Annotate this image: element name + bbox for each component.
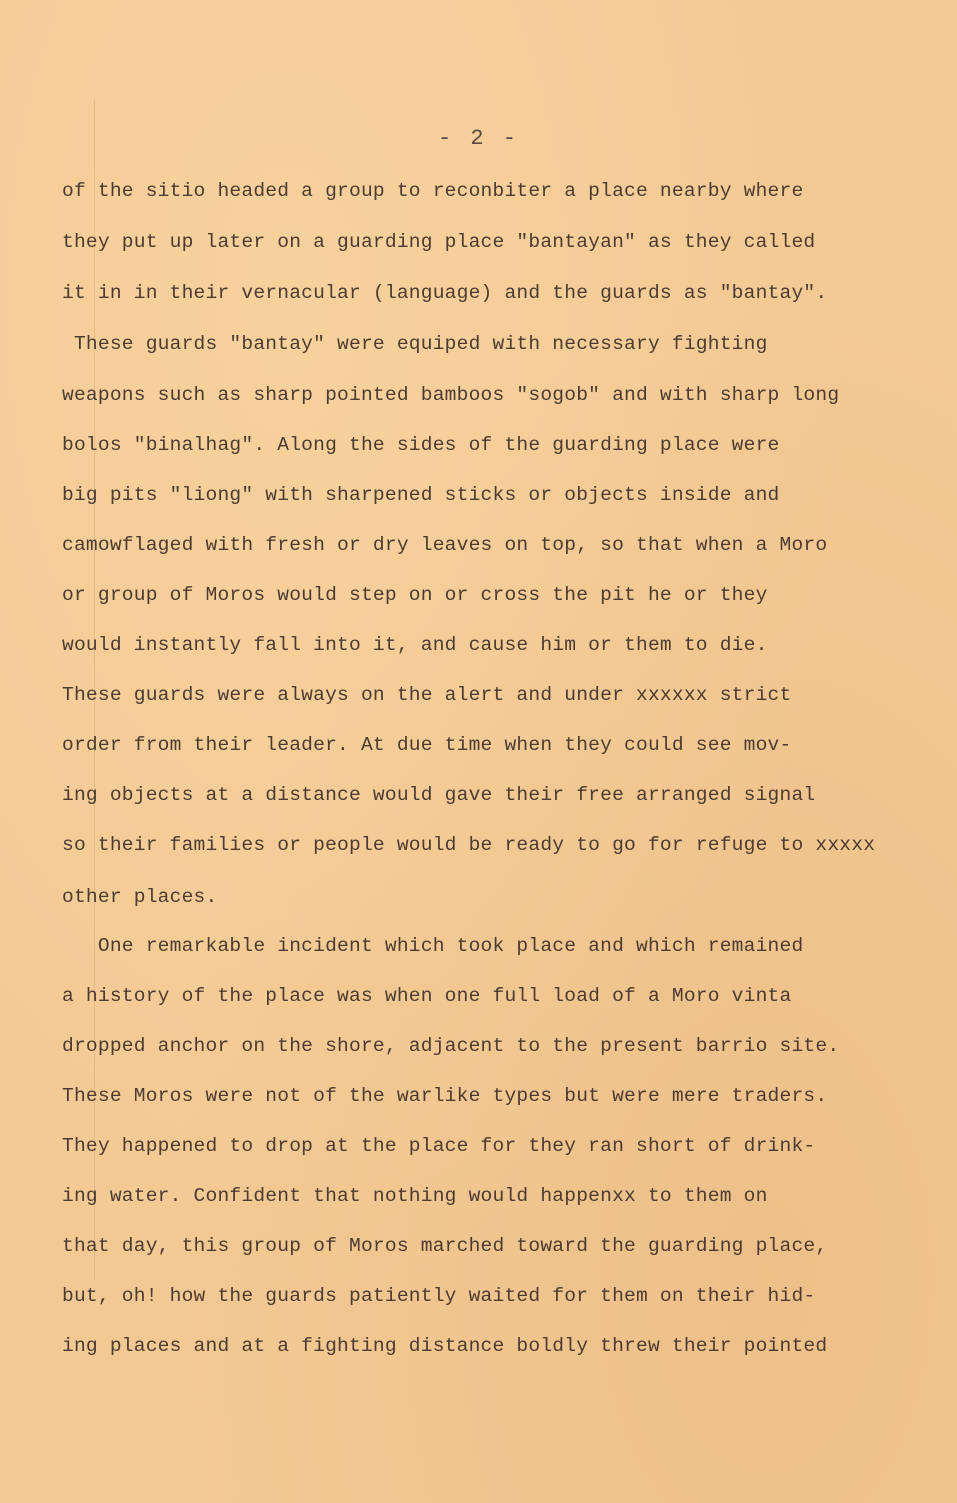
text-line: camowflaged with fresh or dry leaves on top, so that when a Moro: [62, 534, 828, 556]
text-line: that day, this group of Moros marched toward the guarding place,: [62, 1235, 828, 1257]
text-line: or group of Moros would step on or cross the pit he or they: [62, 584, 768, 606]
text-line: they put up later on a guarding place "bantayan" as they called: [62, 231, 816, 253]
text-line: They happened to drop at the place for they ran short of drink-: [62, 1135, 816, 1157]
page-number: - 2 -: [437, 126, 519, 151]
text-line: These Moros were not of the warlike types but were mere traders.: [62, 1085, 828, 1107]
text-line: would instantly fall into it, and cause him or them to die.: [62, 634, 768, 656]
text-line: so their families or people would be ready to go for refuge to xxxxx: [62, 834, 876, 856]
text-line: a history of the place was when one full load of a Moro vinta: [62, 985, 792, 1007]
text-line: ing objects at a distance would gave their free arranged signal: [62, 784, 816, 806]
text-line: weapons such as sharp pointed bamboos "sogob" and with sharp long: [62, 384, 840, 406]
text-line: These guards were always on the alert and under xxxxxx strict: [62, 684, 792, 706]
text-line: These guards "bantay" were equiped with necessary fighting: [62, 333, 768, 355]
text-line: ing places and at a fighting distance boldly threw their pointed: [62, 1335, 828, 1357]
text-line: it in in their vernacular (language) and the guards as "bantay".: [62, 282, 828, 304]
text-line: One remarkable incident which took place and which remained: [62, 935, 804, 957]
text-line: other places.: [62, 886, 218, 908]
text-line: but, oh! how the guards patiently waited for them on their hid-: [62, 1285, 816, 1307]
text-line: dropped anchor on the shore, adjacent to the present barrio site.: [62, 1035, 840, 1057]
text-line: order from their leader. At due time when they could see mov-: [62, 734, 792, 756]
text-line: of the sitio headed a group to reconbiter a place nearby where: [62, 180, 804, 202]
text-line: big pits "liong" with sharpened sticks or objects inside and: [62, 484, 780, 506]
text-line: ing water. Confident that nothing would happenxx to them on: [62, 1185, 768, 1207]
text-line: bolos "binalhag". Along the sides of the guarding place were: [62, 434, 780, 456]
